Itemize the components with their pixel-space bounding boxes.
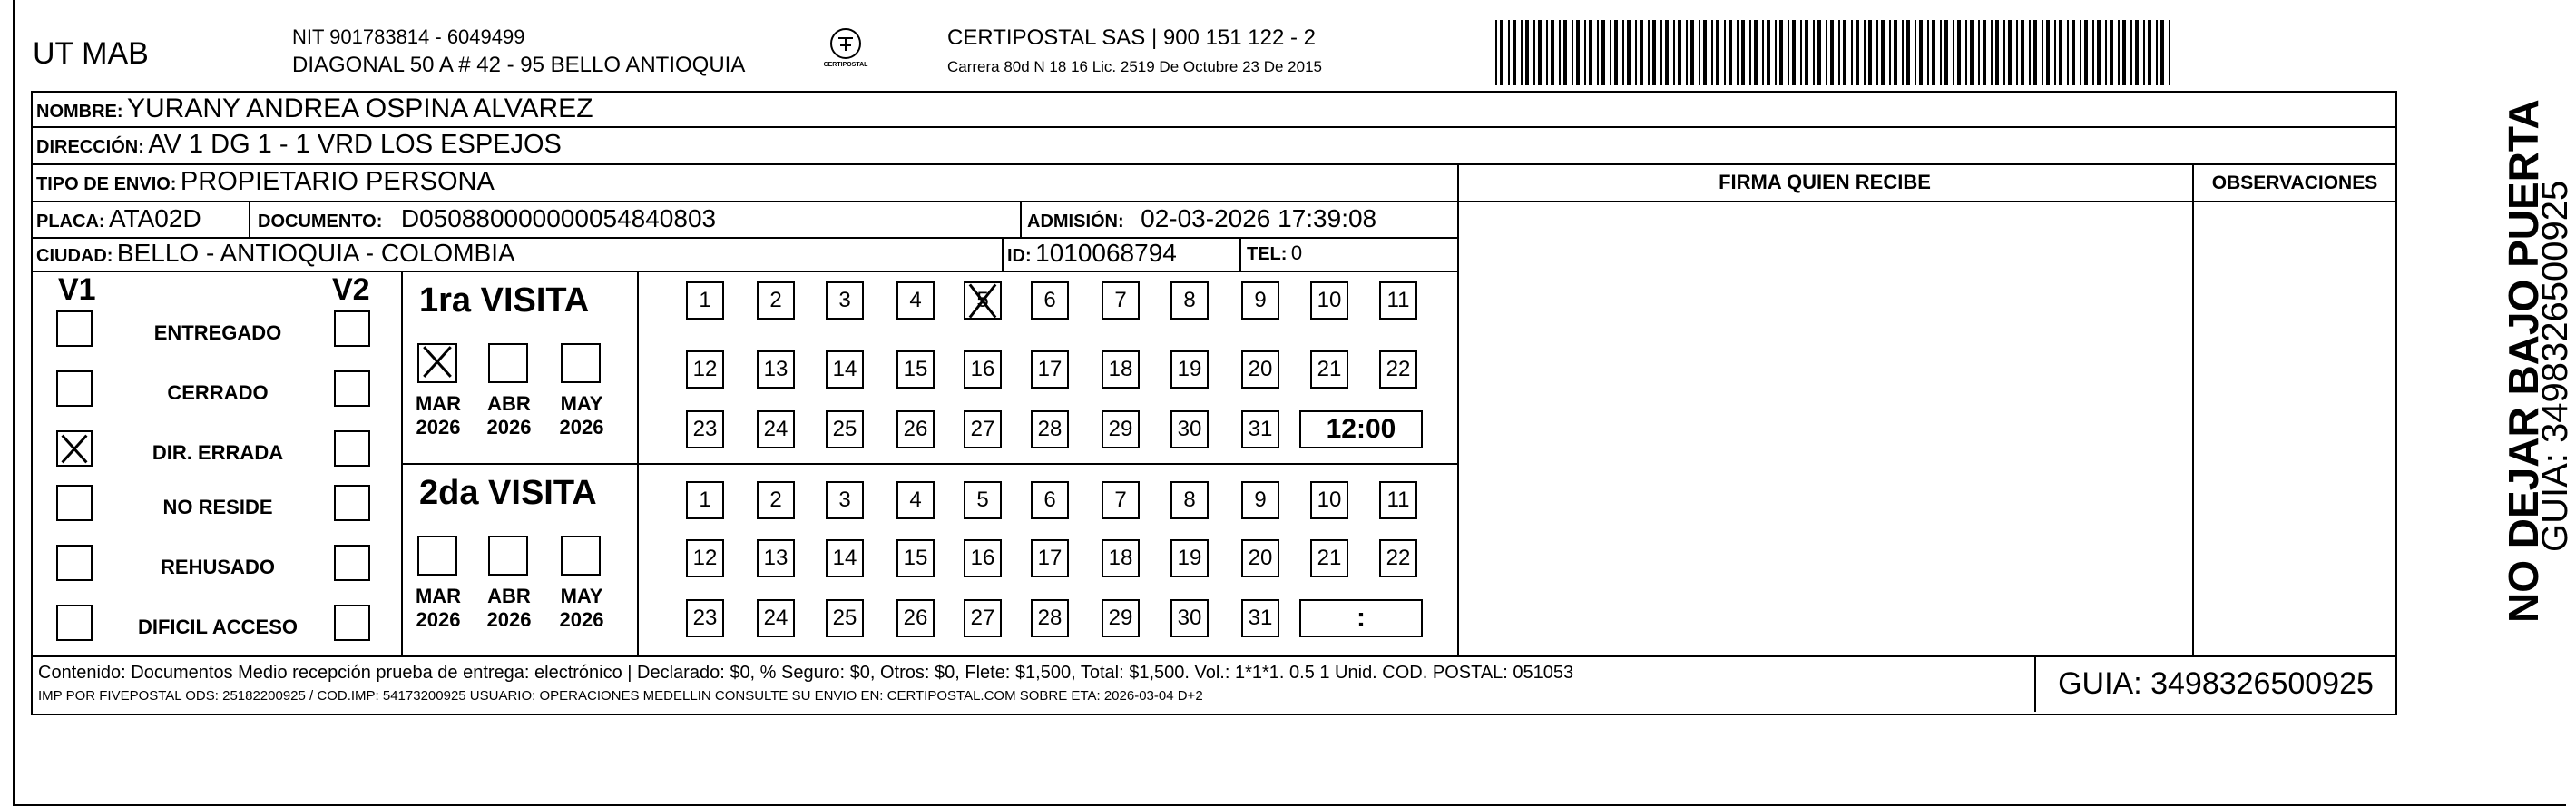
day-box[interactable]: 26 (896, 410, 935, 448)
day-box[interactable]: 17 (1031, 350, 1069, 389)
day-box[interactable]: 12 (686, 539, 724, 577)
ciudad-label: CIUDAD: (36, 246, 113, 266)
day-box[interactable]: 14 (826, 539, 864, 577)
day-box[interactable]: 12 (686, 350, 724, 389)
observaciones-header: OBSERVACIONES (2211, 172, 2378, 193)
day-box[interactable]: 4 (896, 481, 935, 519)
status-label: NO RESIDE (162, 496, 273, 518)
company-name: UT MAB (33, 36, 149, 71)
year-label: 2026 (486, 608, 532, 631)
status-label: ENTREGADO (153, 321, 282, 344)
id-label: ID: (1007, 246, 1032, 266)
admision-value: 02-03-2026 17:39:08 (1141, 204, 1377, 232)
month-checkbox[interactable] (417, 536, 457, 576)
day-box[interactable]: 30 (1170, 599, 1209, 637)
v1-checkbox[interactable] (56, 605, 93, 641)
day-box[interactable]: 1 (686, 481, 724, 519)
nombre-label: NOMBRE: (36, 102, 123, 122)
v2-label: V2 (332, 272, 370, 307)
day-box[interactable]: 31 (1241, 599, 1279, 637)
day-box[interactable]: 13 (757, 350, 795, 389)
month-label: MAR (415, 392, 462, 415)
day-box[interactable]: 24 (757, 599, 795, 637)
day-box[interactable]: 11 (1379, 481, 1417, 519)
footer-contenido: Contenido: Documentos Medio recepción prueba de entrega: electrónico | Declarado: $0, % Seguro: $0, Otros: $0, Flete: $1,500, Total: $1,500. Vol.: 1*1*1. 0.5 1 Unid. COD. POSTAL: 051053 (38, 663, 1574, 683)
month-label: MAR (415, 585, 462, 607)
nombre-row (36, 94, 593, 124)
day-box[interactable]: 15 (896, 539, 935, 577)
day-box[interactable]: 23 (686, 410, 724, 448)
nombre-value: YURANY ANDREA OSPINA ALVAREZ (127, 94, 593, 123)
month-checkbox[interactable] (561, 536, 601, 576)
col-divider (249, 201, 250, 237)
v2-checkbox[interactable] (334, 430, 370, 467)
day-box[interactable]: 11 (1379, 281, 1417, 320)
day-box[interactable]: 2 (757, 481, 795, 519)
day-box[interactable]: 28 (1031, 410, 1069, 448)
company-address: DIAGONAL 50 A # 42 - 95 BELLO ANTIOQUIA (292, 53, 746, 77)
month-checkbox[interactable] (488, 343, 528, 383)
day-box[interactable]: 9 (1241, 481, 1279, 519)
certipostal-logo (817, 25, 875, 80)
no-dejar-bajo-puerta: NO DEJAR BAJO PUERTA (2500, 99, 2547, 623)
carrier-name: CERTIPOSTAL SAS | 900 151 122 - 2 (947, 25, 1316, 50)
day-box[interactable]: 6 (1031, 481, 1069, 519)
day-box[interactable]: 22 (1379, 350, 1417, 389)
direccion-label: DIRECCIÓN: (36, 137, 144, 157)
row-divider (31, 655, 2395, 657)
status-label: REHUSADO (161, 556, 275, 578)
day-box[interactable]: 29 (1102, 599, 1140, 637)
logo-text: CERTIPOSTAL (823, 62, 868, 68)
day-box[interactable]: 6 (1031, 281, 1069, 320)
v1-checkbox[interactable] (56, 310, 93, 347)
ciudad-value: BELLO - ANTIOQUIA - COLOMBIA (116, 239, 515, 267)
month-label: MAY (560, 585, 603, 607)
year-label: 2026 (559, 416, 604, 438)
day-box[interactable]: 29 (1102, 410, 1140, 448)
barcode (1495, 20, 2174, 85)
time-field[interactable]: : (1299, 599, 1423, 637)
day-box[interactable]: 15 (896, 350, 935, 389)
day-box[interactable]: 20 (1241, 350, 1279, 389)
row-divider (31, 201, 2395, 202)
logo-icon (817, 25, 875, 80)
v1-checkbox[interactable] (56, 485, 93, 521)
barcode-icon (1495, 20, 2174, 85)
day-box[interactable]: 30 (1170, 410, 1209, 448)
col-divider (1002, 237, 1004, 271)
documento-value: D050880000000054840803 (400, 204, 717, 232)
v2-checkbox[interactable] (334, 605, 370, 641)
day-box[interactable]: 8 (1170, 481, 1209, 519)
day-box[interactable]: 26 (896, 599, 935, 637)
day-box[interactable]: 14 (826, 350, 864, 389)
day-box[interactable]: 8 (1170, 281, 1209, 320)
day-box[interactable]: 4 (896, 281, 935, 320)
day-box[interactable]: 27 (964, 599, 1002, 637)
day-box[interactable]: 7 (1102, 281, 1140, 320)
month-checkbox[interactable] (561, 343, 601, 383)
status-label: CERRADO (167, 381, 269, 404)
v2-checkbox[interactable] (334, 485, 370, 521)
visit-divider (401, 463, 1457, 465)
day-box[interactable]: 27 (964, 410, 1002, 448)
day-box[interactable]: 23 (686, 599, 724, 637)
day-box[interactable]: 21 (1310, 539, 1348, 577)
status-label: DIFICIL ACCESO (137, 616, 298, 638)
v2-checkbox[interactable] (334, 370, 370, 407)
row-divider (31, 126, 2395, 128)
day-box[interactable]: 17 (1031, 539, 1069, 577)
col-divider (1457, 163, 1459, 655)
id-cell (1007, 239, 1177, 268)
day-box[interactable]: 20 (1241, 539, 1279, 577)
month-checkbox[interactable] (488, 536, 528, 576)
day-box[interactable]: 5 (964, 481, 1002, 519)
placa-label: PLACA: (36, 212, 105, 232)
v1-checkbox[interactable] (56, 370, 93, 407)
month-label: ABR (487, 585, 531, 607)
admision-label: ADMISIÓN: (1027, 212, 1124, 232)
day-box[interactable]: 16 (964, 539, 1002, 577)
year-label: 2026 (559, 608, 604, 631)
day-box[interactable]: 3 (826, 481, 864, 519)
row-divider (31, 271, 1457, 272)
direccion-row (36, 130, 562, 160)
v2-checkbox[interactable] (334, 545, 370, 581)
tipo-row (36, 167, 495, 197)
admision-cell (1027, 204, 1376, 233)
placa-cell (36, 204, 201, 233)
direccion-value: AV 1 DG 1 - 1 VRD LOS ESPEJOS (148, 130, 562, 159)
year-label: 2026 (486, 416, 532, 438)
month-checkbox[interactable] (417, 343, 457, 383)
tel-value: 0 (1290, 241, 1303, 264)
day-box[interactable]: 31 (1241, 410, 1279, 448)
day-box[interactable]: 18 (1102, 539, 1140, 577)
day-box[interactable]: 2 (757, 281, 795, 320)
year-label: 2026 (416, 416, 461, 438)
tel-label: TEL: (1247, 244, 1288, 264)
day-box[interactable]: 10 (1310, 281, 1348, 320)
day-box[interactable]: 25 (826, 599, 864, 637)
day-box[interactable]: 5 (964, 281, 1002, 320)
side-guia: GUIA: 3498326500925 (2535, 180, 2575, 552)
day-box[interactable]: 1 (686, 281, 724, 320)
v1-label: V1 (58, 272, 96, 307)
day-box[interactable]: 10 (1310, 481, 1348, 519)
v1-checkbox[interactable] (56, 545, 93, 581)
day-box[interactable]: 3 (826, 281, 864, 320)
col-divider (2192, 163, 2194, 655)
firma-header: FIRMA QUIEN RECIBE (1719, 171, 1931, 193)
visit-title: 2da VISITA (419, 474, 597, 512)
col-divider (1239, 237, 1241, 271)
carrier-license: Carrera 80d N 18 16 Lic. 2519 De Octubre 23 De 2015 (947, 58, 1322, 75)
tipo-value: PROPIETARIO PERSONA (180, 167, 495, 196)
year-label: 2026 (416, 608, 461, 631)
month-label: ABR (487, 392, 531, 415)
col-divider (1020, 201, 1022, 237)
month-label: MAY (560, 392, 603, 415)
ciudad-cell (36, 239, 515, 268)
company-nit: NIT 901783814 - 6049499 (292, 25, 525, 48)
v1-checkbox[interactable] (56, 430, 93, 467)
day-box[interactable]: 25 (826, 410, 864, 448)
day-box[interactable]: 19 (1170, 539, 1209, 577)
status-label: DIR. ERRADA (152, 441, 284, 464)
day-box[interactable]: 19 (1170, 350, 1209, 389)
day-box[interactable]: 18 (1102, 350, 1140, 389)
footer-guia: GUIA: 3498326500925 (2058, 666, 2374, 701)
day-box[interactable]: 24 (757, 410, 795, 448)
day-box[interactable]: 28 (1031, 599, 1069, 637)
visit-title: 1ra VISITA (419, 281, 590, 320)
placa-value: ATA02D (109, 204, 201, 232)
day-box[interactable]: 22 (1379, 539, 1417, 577)
day-box[interactable]: 9 (1241, 281, 1279, 320)
documento-cell (258, 204, 716, 233)
tel-cell (1247, 241, 1302, 265)
time-field[interactable]: 12:00 (1299, 410, 1423, 448)
day-box[interactable]: 16 (964, 350, 1002, 389)
v2-checkbox[interactable] (334, 310, 370, 347)
day-box[interactable]: 13 (757, 539, 795, 577)
id-value: 1010068794 (1035, 239, 1177, 267)
documento-label: DOCUMENTO: (258, 212, 383, 232)
footer-imp: IMP POR FIVEPOSTAL ODS: 25182200925 / COD.IMP: 54173200925 USUARIO: OPERACIONES MEDELLIN CONSULTE SU ENVIO EN: CERTIPOSTAL.COM SOBRE ETA: 2026-03-04 D+2 (38, 688, 1203, 704)
day-box[interactable]: 21 (1310, 350, 1348, 389)
row-divider (31, 163, 2395, 165)
tipo-label: TIPO DE ENVIO: (36, 174, 177, 194)
day-box[interactable]: 7 (1102, 481, 1140, 519)
